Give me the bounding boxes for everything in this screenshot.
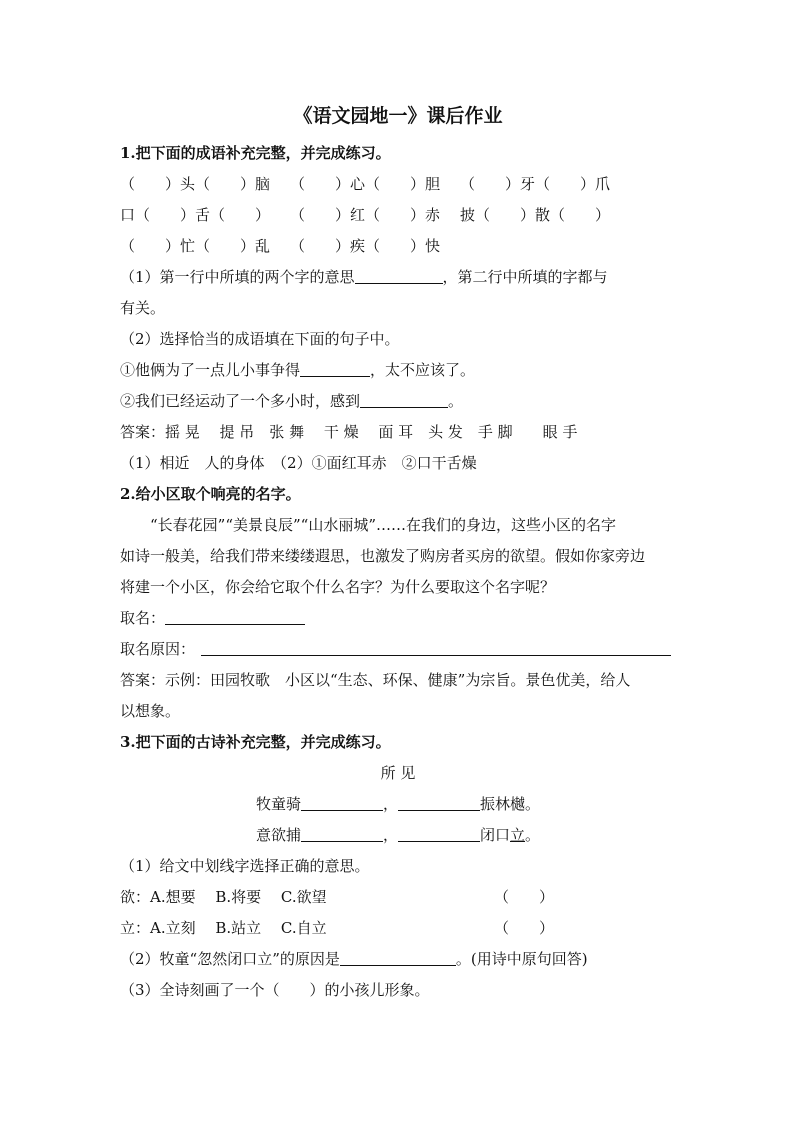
sentence-text: ①他俩为了一点儿小事争得 xyxy=(120,361,301,379)
poem-text: 意欲捕 xyxy=(255,826,301,844)
answer-blank[interactable] xyxy=(360,391,448,408)
page-title: 《语文园地一》课后作业 xyxy=(293,105,503,127)
q1-sub1-cont: 有关。 xyxy=(120,299,166,317)
reason-label: 取名原因： xyxy=(120,640,196,658)
name-label: 取名： xyxy=(120,609,166,627)
q1-idiom-row-2 xyxy=(120,200,676,231)
poem-text: ， xyxy=(382,826,398,844)
q3-sub2-text: 。(用诗中原句回答) xyxy=(455,950,588,968)
q3-sub3: （3）全诗刻画了一个（ ）的小孩儿形象。 xyxy=(120,981,430,999)
q2-answer-1: 答案：示例：田园牧歌 小区以“生态、环保、健康”为宗旨。景色优美，给人 xyxy=(120,671,631,689)
idiom-blank[interactable]: （ ）忙（ ）乱 xyxy=(120,237,271,255)
q1-answer-2: （1）相近 人的身体 （2）①面红耳赤 ②口干舌燥 xyxy=(120,454,477,472)
idiom-blank[interactable]: （ ）心（ ）胆 xyxy=(290,175,441,193)
sentence-text: 。 xyxy=(448,392,464,410)
q2-paragraph-line: “长春花园”“美景良辰”“山水丽城”……在我们的身边，这些小区的名字 xyxy=(150,516,617,534)
q2-reason-row xyxy=(120,634,676,665)
idiom-blank[interactable]: （ ）牙（ ）爪 xyxy=(460,175,611,193)
poem-line-2 xyxy=(120,820,676,851)
poem-blank[interactable] xyxy=(398,794,480,811)
poem-text: 振林樾。 xyxy=(480,795,541,813)
q3-option-row-2 xyxy=(120,913,676,944)
q2-name-row xyxy=(120,603,676,634)
q3-heading: 3.把下面的古诗补充完整，并完成练习。 xyxy=(120,733,391,751)
q2-answer-2: 以想象。 xyxy=(120,702,181,720)
q2-paragraph-line: 如诗一般美，给我们带来缕缕遐思，也激发了购房者买房的欲望。假如你家旁边 xyxy=(120,547,646,565)
q1-sub1-text: （1）第一行中所填的两个字的意思 xyxy=(120,268,355,286)
poem-text: 闭口 xyxy=(479,826,510,844)
answer-blank[interactable] xyxy=(340,949,456,966)
answer-paren[interactable]: （ ） xyxy=(494,919,555,937)
q1-sentence-1 xyxy=(120,355,676,386)
q1-answer-1: 答案：摇 晃 提 吊 张 舞 干 燥 面 耳 头 发 手 脚 眼 手 xyxy=(120,423,578,441)
q1-idiom-row-1 xyxy=(120,169,676,200)
sentence-text: ②我们已经运动了一个多小时，感到 xyxy=(120,392,361,410)
q3-sub1: （1）给文中划线字选择正确的意思。 xyxy=(120,857,370,875)
poem-blank[interactable] xyxy=(301,825,383,842)
q1-sub1-text: ，第二行中所填的字都与 xyxy=(442,268,608,286)
poem-text: ， xyxy=(382,795,398,813)
idiom-blank[interactable]: 披（ ）散（ ） xyxy=(460,206,611,224)
underlined-char: 立 xyxy=(510,826,526,844)
option-text: 立：A.立刻 B.站立 C.自立 xyxy=(120,919,327,937)
poem-title: 所 见 xyxy=(380,764,416,782)
q3-sub2 xyxy=(120,944,676,975)
answer-blank[interactable] xyxy=(355,267,443,284)
poem-blank[interactable] xyxy=(301,794,383,811)
option-text: 欲：A.想要 B.将要 C.欲望 xyxy=(120,888,327,906)
q1-sub2: （2）选择恰当的成语填在下面的句子中。 xyxy=(120,330,400,348)
worksheet-page xyxy=(120,102,676,1006)
poem-text: 。 xyxy=(525,826,541,844)
idiom-blank[interactable]: （ ）头（ ）脑 xyxy=(120,175,271,193)
q1-idiom-row-3 xyxy=(120,231,676,262)
idiom-blank[interactable]: （ ）红（ ）赤 xyxy=(290,206,441,224)
q2-heading: 2.给小区取个响亮的名字。 xyxy=(120,485,301,503)
idiom-blank[interactable]: 口（ ）舌（ ） xyxy=(120,206,271,224)
name-blank[interactable] xyxy=(165,608,305,625)
q2-paragraph-line: 将建一个小区，你会给它取个什么名字？为什么要取这个名字呢？ xyxy=(120,578,556,596)
idiom-blank[interactable]: （ ）疾（ ）快 xyxy=(290,237,441,255)
q1-heading: 1.把下面的成语补充完整，并完成练习。 xyxy=(120,144,391,162)
answer-paren[interactable]: （ ） xyxy=(494,888,555,906)
q3-sub2-text: （2）牧童“忽然闭口立”的原因是 xyxy=(120,950,340,968)
q1-sentence-2 xyxy=(120,386,676,417)
q3-option-row-1 xyxy=(120,882,676,913)
reason-blank[interactable] xyxy=(201,639,671,656)
poem-line-1 xyxy=(120,789,676,820)
q1-sub1 xyxy=(120,262,676,293)
answer-blank[interactable] xyxy=(300,360,370,377)
poem-text: 牧童骑 xyxy=(255,795,301,813)
sentence-text: ，太不应该了。 xyxy=(370,361,476,379)
poem-blank[interactable] xyxy=(398,825,480,842)
